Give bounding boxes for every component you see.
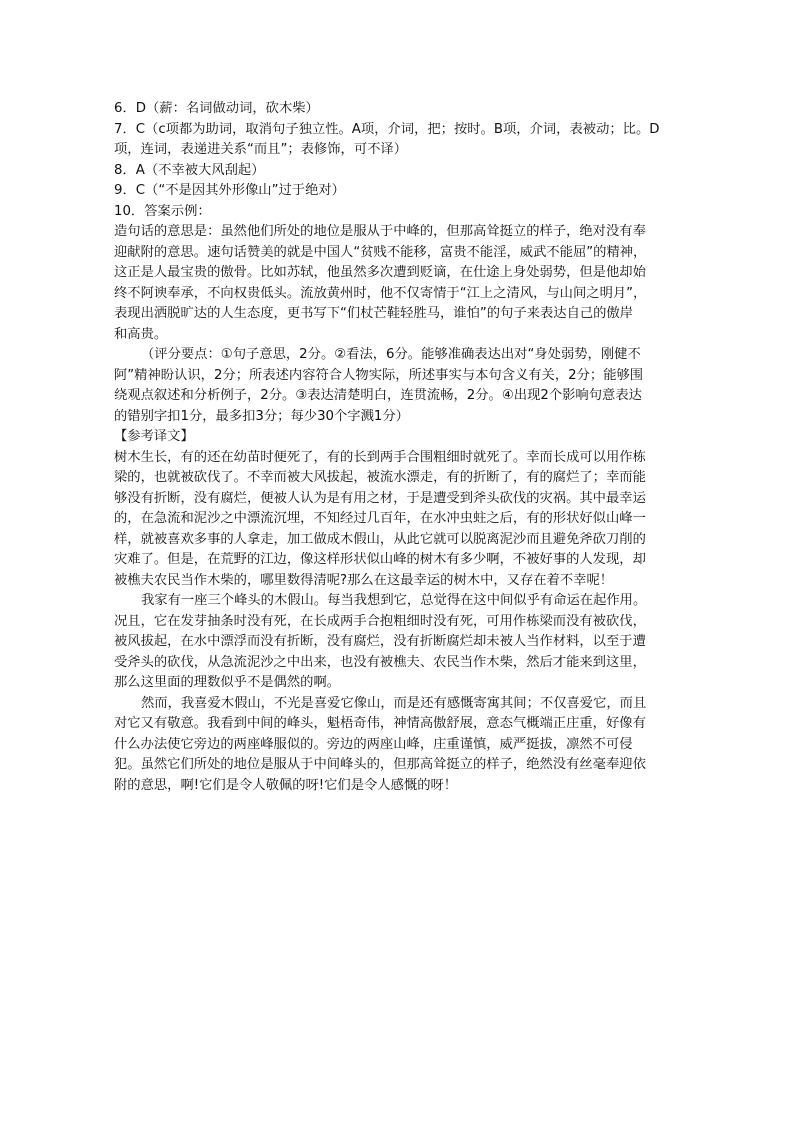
translation-line: 样，就被喜欢多事的人拿走，加工做成木假山，从此它就可以脱离泥沙而且避免斧砍刀削的 — [114, 531, 646, 547]
answer-q10-line: 终不阿谀奉承，不向权贵低头。流放黄州时，他不仅寄情于“江上之清风，与山间之明月”， — [114, 285, 647, 301]
translation-line: 被樵夫农民当作木柴的，哪里数得清呢?那么在这最幸运的树木中，又存在着不幸呢！ — [114, 572, 614, 588]
answer-q7-line-2: 项，连词，表递进关系“而且”；表修饰，可不译） — [114, 142, 408, 157]
translation-line: 犯。虽然它们所处的地位是服从于中间峰头的，但那高耸挺立的样子，绝然没有丝毫奉迎依 — [114, 757, 646, 772]
answer-q10-line: 造句话的意思是：虽然他们所处的地位是服从于中峰的，但那高耸挺立的样子，绝对没有奉 — [114, 224, 646, 239]
translation-heading: 【参考译文】 — [114, 429, 194, 444]
document-page — [114, 99, 684, 796]
translation-line: 树木生长，有的还在幼苗时便死了，有的长到两手合围粗细时就死了。幸而长成可以用作栋 — [114, 449, 646, 465]
scoring-points — [114, 345, 684, 427]
answer-q10-line: 这正是人最宝贵的傲骨。比如苏轼，他虽然多次遭到贬谪，在仕途上身处弱势，但是他却始 — [114, 265, 646, 280]
translation-line: 被风拔起，在水中漂浮而没有折断，没有腐烂，没有折断腐烂却未被人当作材料，以至于遭 — [114, 634, 646, 649]
answer-q10-body — [114, 222, 684, 345]
scoring-line: 阿”精神盼认识，2分；所表述内容符合人物实际，所述事实与本句含义有关，2分；能够围 — [114, 367, 644, 383]
translation-line: 灾难了。但是，在荒野的江边，像这样形状似山峰的树木有多少啊，不被好事的人发现，却 — [114, 552, 646, 567]
translation-paragraph-2 — [114, 591, 684, 694]
translation-line: 然而，我喜爱木假山，不光是喜爱它像山，而是还有感慨寄寓其间；不仅喜爱它，而且 — [141, 695, 647, 711]
translation-line: 我家有一座三个峰头的木假山。每当我想到它，总觉得在这中间似乎有命运在起作用。 — [141, 593, 647, 608]
scoring-line: 的错别字扣1分，最多扣3分；每少30个字溅1分） — [114, 408, 409, 424]
translation-line: 什么办法使它旁边的两座峰服似的。旁边的两座山峰，庄重谨慎，威严挺拔，凛然不可侵 — [114, 736, 633, 752]
scoring-line: （评分要点：①句子意思，2分。②看法，6分。能够准确表达出对“身处弱势，刚健不 — [141, 347, 641, 362]
answer-q10-heading: 10．答案示例： — [114, 203, 211, 219]
translation-line: 对它又有敬意。我看到中间的峰头，魁梧奇伟，神情高傲舒展，意态气概端正庄重，好像有 — [114, 716, 646, 731]
answer-q10-line: 迎献附的意思。速句话赞美的就是中国人“贫贱不能移，富贵不能淫，威武不能屈”的精神， — [114, 244, 647, 260]
translation-line: 况且，它在发芽抽条时没有死，在长成两手合抱粗细时没有死，可用作栋梁而没有被砍伐， — [114, 613, 646, 629]
answer-q7-line-1: 7．C（c项都为助词，取消句子独立性。A项，介词，把；按时。B项，介词，表被动；比。D — [114, 121, 660, 137]
translation-line: 梁的，也就被砍伐了。不幸而被大风拔起，被流水漂走，有的折断了，有的腐烂了；幸而能 — [114, 470, 646, 485]
translation-line: 附的意思，啊!它们是令人敬佩的呀!它们是令人感慨的呀！ — [114, 777, 458, 793]
translation-line: 的，在急流和泥沙之中漂流沉埋，不知经过几百年，在水冲虫蛀之后，有的形状好似山峰一 — [114, 511, 646, 526]
translation-paragraph-3 — [114, 694, 684, 797]
answer-q8: 8．A（不幸被大风刮起） — [114, 162, 265, 178]
translation-line: 够没有折断，没有腐烂，便被人认为是有用之材，于是遭受到斧头砍伐的灾祸。其中最幸运 — [114, 490, 646, 506]
translation-paragraph-1 — [114, 448, 684, 592]
translation-line: 那么这里面的理数似乎不是偶然的啊。 — [114, 675, 341, 690]
answer-q9: 9．C（“不是因其外形像山”过于绝对） — [114, 183, 345, 198]
translation-line: 受斧头的砍伐，从急流泥沙之中出来，也没有被樵夫、农民当作木柴，然后才能来到这里， — [114, 654, 646, 670]
answer-q10-line: 表现出洒脱旷达的人生态度，更书写下“们杖芒鞋轻胜马，谁怕”的句子来表达自己的傲岸 — [114, 306, 634, 321]
answer-q10-line: 和高贵。 — [114, 326, 168, 342]
answer-q6: 6．D（薪：名词做动词，砍木柴） — [114, 101, 319, 116]
scoring-line: 绕观点叙述和分析例子，2分。③表达清楚明白，连贯流畅，2分。④出现2个影响句意表达 — [114, 388, 642, 403]
